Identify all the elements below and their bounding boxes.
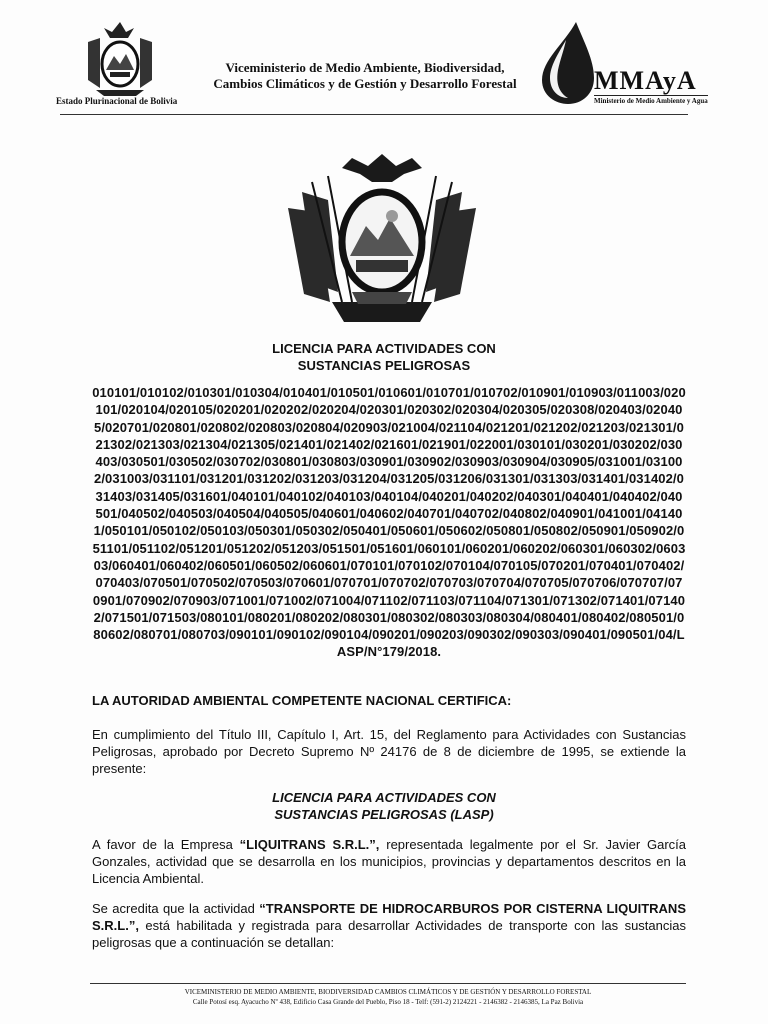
p2-pre: A favor de la Empresa — [92, 837, 240, 852]
letterhead — [0, 0, 768, 120]
p3-post: está habilitada y registrada para desarrollar Actividades de transporte con las sustancias peligrosas que a continuación se detallan: — [92, 918, 686, 950]
p3-pre: Se acredita que la actividad — [92, 901, 260, 916]
paragraph-company — [92, 836, 686, 887]
authority-heading: LA AUTORIDAD AMBIENTAL COMPETENTE NACIONAL CERTIFICA: — [92, 693, 512, 708]
ministry-title-line2: Cambios Climáticos y de Gestión y Desarrollo Forestal — [213, 76, 517, 91]
footer — [90, 987, 686, 1007]
ministry-title — [200, 60, 530, 92]
paragraph-regulation: En cumplimiento del Título III, Capítulo I, Art. 15, del Reglamento para Actividades con Sustancias Peligrosas, aprobado por Decreto Supremo Nº 24176 de 8 de diciembre de 1995, se extiende la presente: — [92, 727, 686, 776]
document-title — [0, 340, 768, 374]
document-title-line1: LICENCIA PARA ACTIVIDADES CON — [272, 341, 496, 356]
ministry-title-line1: Viceministerio de Medio Ambiente, Biodiversidad, — [225, 60, 505, 75]
document-title-line2: SUSTANCIAS PELIGROSAS — [297, 358, 471, 373]
activity-name: “TRANSPORTE DE HIDROCARBUROS POR CISTERNA LIQUITRANS S.R.L.”, — [92, 901, 686, 933]
lasp-subtitle-line1: LICENCIA PARA ACTIVIDADES CON — [272, 790, 496, 805]
mmaya-brand: MMAyA — [594, 66, 697, 95]
footer-line1: VICEMINISTERIO DE MEDIO AMBIENTE, BIODIVERSIDAD CAMBIOS CLIMÁTICOS Y DE GESTIÓN Y DESARROLLO FORESTAL — [184, 988, 592, 996]
lasp-subtitle-line2: SUSTANCIAS PELIGROSAS (LASP) — [274, 807, 494, 822]
state-label: Estado Plurinacional de Bolivia — [56, 96, 178, 106]
license-code: 010101/010102/010301/010304/010401/010501/010601/010701/010702/010901/010903/011003/020101/020104/020105/020201/020202/020204/020301/020302/020304/020305/020308/020403/020405/020701/020801/020802/020803/020804/020903/021004/021104/021201/021202/021203/021301/021302/021303/021304/021305/021401/021402/021601/021901/022001/030101/030201/030202/030403/030501/030502/030702/030801/030803/030901/030902/030903/030904/030905/031001/031002/031003/031101/031201/031202/031203/031204/031205/031206/031301/031303/031401/031402/031403/031405/031601/040101/040102/040103/040104/040201/040202/040301/040401/040402/040501/040502/040503/040504/040505/040601/040602/040701/040702/040802/040901/041001/041401/050101/050102/050103/050301/050302/050401/050601/050602/050801/050802/050901/050902/051101/051102/051201/051202/051203/051501/051601/060101/060201/060202/060301/060302/060303/060401/060402/060501/060502/060601/070101/070102/070104/070105/070201/070401/070402/070403/070501/070502/070503/070601/070701/070702/070703/070704/070705/070706/070707/070901/070902/070903/071001/071002/071004/071102/071103/071104/071301/071302/071401/071402/071501/071503/080101/080201/080202/080301/080302/080303/080304/080401/080402/080501/080602/080701/080703/090101/090102/090104/090201/090203/090302/090303/090401/090501/04/LASP/N°179/2018. — [92, 385, 686, 660]
footer-address: Calle Potosí esq. Ayacucho Nº 438, Edificio Casa Grande del Pueblo, Piso 18 - Telf: (591-2) 2124221 - 2146382 - 2146385, La Paz Bolivia — [192, 998, 584, 1006]
water-drop-logo-icon — [536, 20, 598, 106]
bolivia-coat-of-arms-icon — [70, 18, 170, 98]
p2-post: representada legalmente por el Sr. Javier García Gonzales, actividad que se desarrolla en los municipios, provincias y departamentos descritos en la Licencia Ambiental. — [92, 837, 687, 886]
footer-divider — [90, 983, 686, 984]
mmaya-subtitle: Ministerio de Medio Ambiente y Agua — [594, 97, 708, 105]
coat-of-arms-icon — [282, 152, 482, 332]
lasp-subtitle — [0, 789, 768, 823]
header-divider — [60, 114, 688, 115]
company-name: “LIQUITRANS S.R.L.”, — [239, 837, 380, 852]
paragraph-activity — [92, 900, 686, 951]
